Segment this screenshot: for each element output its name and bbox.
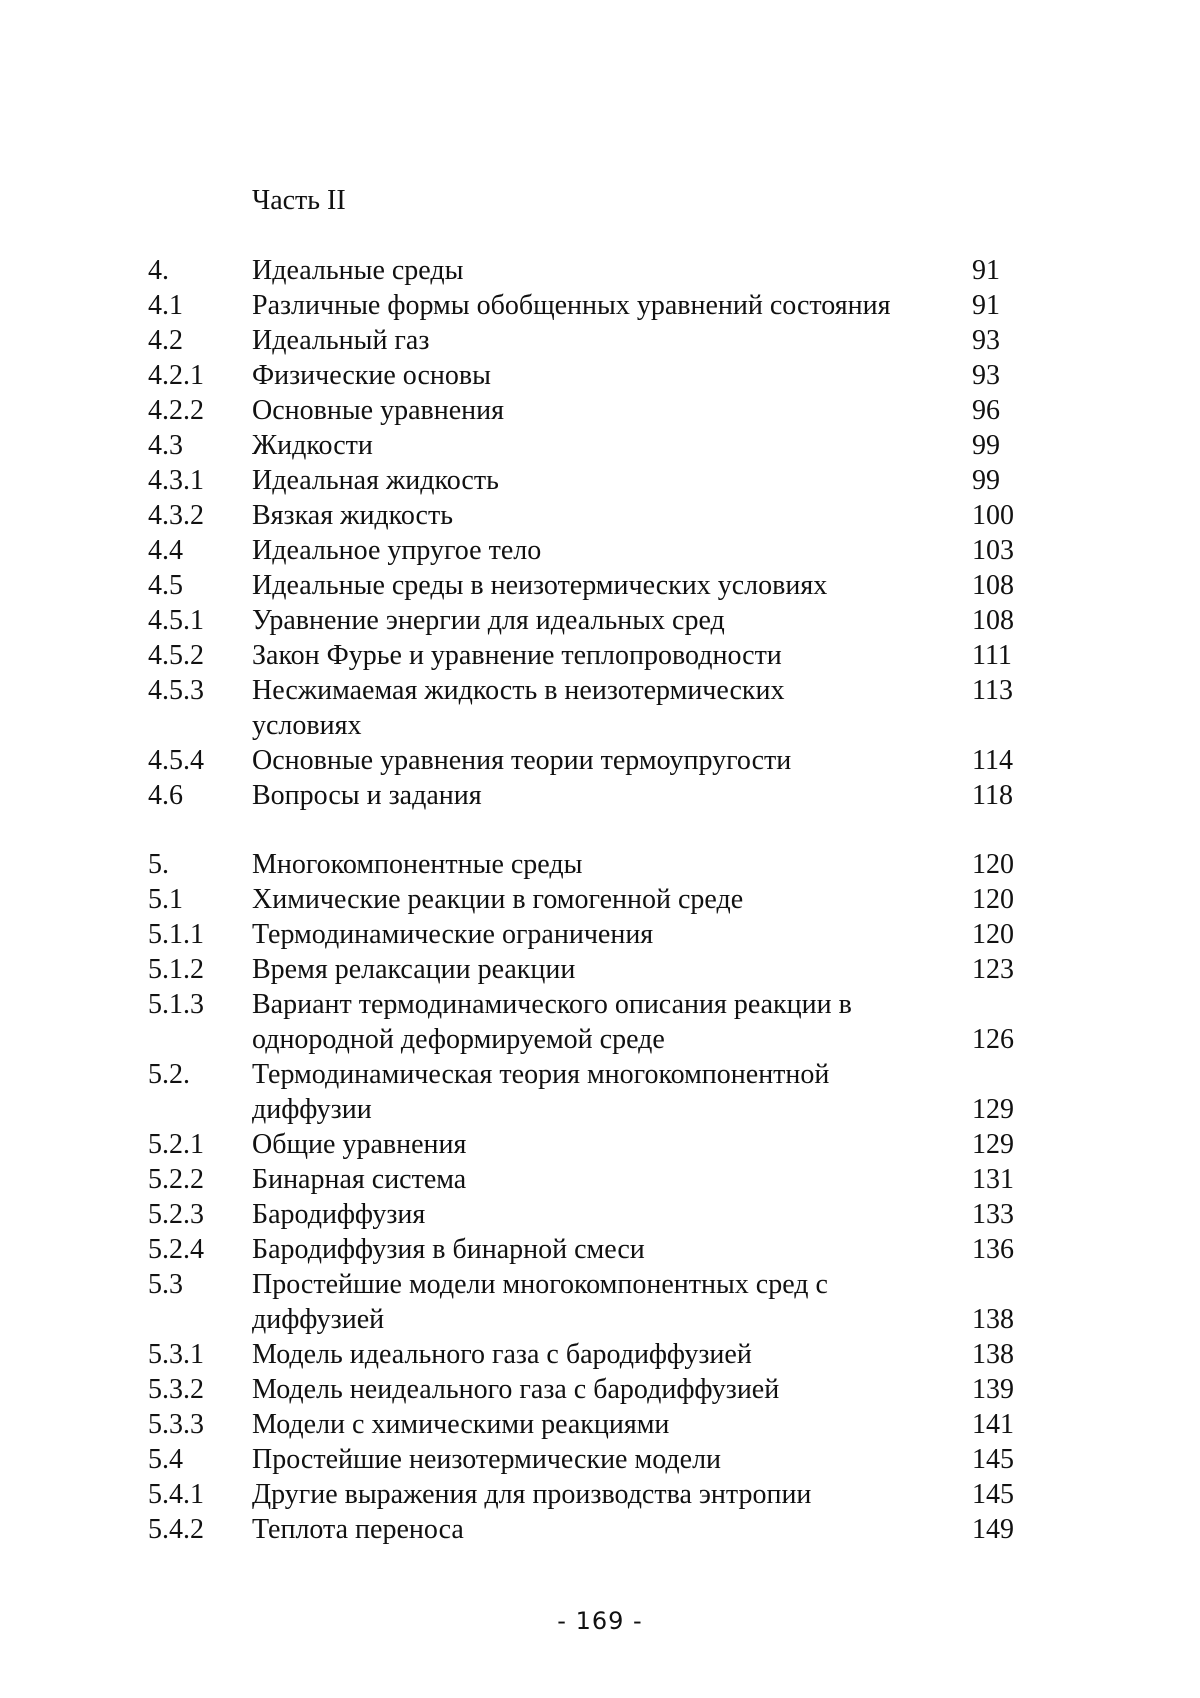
toc-entry-page: 103 xyxy=(972,535,1014,566)
toc-entry-title xyxy=(252,1057,960,1127)
toc-entry-number: 5. xyxy=(148,849,169,880)
toc-entry-page: 91 xyxy=(972,255,1000,286)
toc-entry-title xyxy=(252,1407,960,1442)
toc-entry-page: 138 xyxy=(972,1339,1014,1370)
toc-entry-title xyxy=(252,1162,960,1197)
toc-entry xyxy=(148,743,1028,778)
toc-entry-title xyxy=(252,1127,960,1162)
toc-entry-title-line: Несжимаемая жидкость в неизотермических xyxy=(252,675,785,706)
toc-entry-number: 5.2. xyxy=(148,1059,190,1090)
toc-entry-number: 5.2.3 xyxy=(148,1199,204,1230)
toc-entry-title xyxy=(252,743,960,778)
toc-entry-title-line: однородной деформируемой среде xyxy=(252,1024,665,1055)
toc-entry-page: 129 xyxy=(972,1094,1014,1125)
toc-entry-page: 133 xyxy=(972,1199,1014,1230)
toc-entry-page: 149 xyxy=(972,1514,1014,1545)
toc-entry xyxy=(148,323,1028,358)
toc-entry-title-line: Модели с химическими реакциями xyxy=(252,1409,670,1440)
toc-entry-title xyxy=(252,393,960,428)
toc-entry-number: 5.1.1 xyxy=(148,919,204,950)
toc-entry xyxy=(148,638,1028,673)
toc-entry-title xyxy=(252,358,960,393)
toc-entry-title-line: Модель неидеального газа с бародиффузией xyxy=(252,1374,780,1405)
toc-entry-number: 5.2.2 xyxy=(148,1164,204,1195)
toc-entry-title xyxy=(252,1512,960,1547)
toc-entry-page: 145 xyxy=(972,1444,1014,1475)
toc-entry xyxy=(148,1232,1028,1267)
toc-entry-title-line: Время релаксации реакции xyxy=(252,954,576,985)
toc-entry-title xyxy=(252,533,960,568)
toc-entry xyxy=(148,1512,1028,1547)
toc-entry-title xyxy=(252,1442,960,1477)
toc-entry-number: 4.5.4 xyxy=(148,745,204,776)
toc-entry-title-line: Различные формы обобщенных уравнений состояния xyxy=(252,290,891,321)
toc-entry-page: 136 xyxy=(972,1234,1014,1265)
toc-entry xyxy=(148,1267,1028,1337)
toc-entry-title xyxy=(252,288,960,323)
toc-entry-title-line: Термодинамическая теория многокомпонентной xyxy=(252,1059,830,1090)
toc-entry xyxy=(148,498,1028,533)
toc-entry-title-line: Бародиффузия в бинарной смеси xyxy=(252,1234,645,1265)
toc-entry-title xyxy=(252,882,960,917)
toc-entry-title-line: Идеальная жидкость xyxy=(252,465,499,496)
table-of-contents xyxy=(148,253,1028,1547)
toc-entry-title-line: Идеальное упругое тело xyxy=(252,535,542,566)
toc-entry-number: 5.4 xyxy=(148,1444,183,1475)
toc-entry-page: 120 xyxy=(972,919,1014,950)
toc-entry xyxy=(148,1372,1028,1407)
toc-entry xyxy=(148,358,1028,393)
toc-entry-number: 4.5.1 xyxy=(148,605,204,636)
toc-entry-title-line: Идеальные среды xyxy=(252,255,464,286)
toc-entry xyxy=(148,1162,1028,1197)
toc-entry xyxy=(148,917,1028,952)
toc-entry-page: 99 xyxy=(972,465,1000,496)
toc-entry-page: 108 xyxy=(972,570,1014,601)
toc-entry-title-line: Идеальный газ xyxy=(252,325,430,356)
toc-entry-title xyxy=(252,1197,960,1232)
toc-entry-title xyxy=(252,463,960,498)
toc-entry-title xyxy=(252,778,960,813)
toc-entry-title xyxy=(252,498,960,533)
toc-entry xyxy=(148,952,1028,987)
toc-entry-title-line: Теплота переноса xyxy=(252,1514,464,1545)
toc-entry-title xyxy=(252,847,960,882)
toc-entry xyxy=(148,1197,1028,1232)
toc-entry-number: 4.2.2 xyxy=(148,395,204,426)
toc-entry-title-line: Вопросы и задания xyxy=(252,780,482,811)
toc-entry xyxy=(148,1127,1028,1162)
toc-entry xyxy=(148,393,1028,428)
toc-entry xyxy=(148,1442,1028,1477)
toc-entry-title xyxy=(252,1232,960,1267)
toc-entry xyxy=(148,882,1028,917)
toc-entry-number: 4.6 xyxy=(148,780,183,811)
toc-entry-title xyxy=(252,638,960,673)
toc-entry xyxy=(148,568,1028,603)
toc-entry-number: 4. xyxy=(148,255,169,286)
toc-entry-title-line: Идеальные среды в неизотермических условиях xyxy=(252,570,828,601)
toc-entry xyxy=(148,673,1028,743)
toc-entry-page: 93 xyxy=(972,360,1000,391)
toc-entry-title xyxy=(252,253,960,288)
toc-entry-title-line: Бинарная система xyxy=(252,1164,467,1195)
toc-entry-title-line: Общие уравнения xyxy=(252,1129,467,1160)
toc-entry-title-line: Физические основы xyxy=(252,360,491,391)
toc-entry-number: 4.2 xyxy=(148,325,183,356)
toc-entry-title xyxy=(252,987,960,1057)
toc-entry-number: 5.2.1 xyxy=(148,1129,204,1160)
toc-entry-number: 5.1.3 xyxy=(148,989,204,1020)
toc-entry-page: 129 xyxy=(972,1129,1014,1160)
toc-entry-number: 4.2.1 xyxy=(148,360,204,391)
toc-entry-number: 5.4.1 xyxy=(148,1479,204,1510)
toc-entry-title xyxy=(252,428,960,463)
toc-entry xyxy=(148,428,1028,463)
toc-entry-page: 100 xyxy=(972,500,1014,531)
toc-entry-title-line: Основные уравнения теории термоупругости xyxy=(252,745,792,776)
toc-entry-title-line: Термодинамические ограничения xyxy=(252,919,654,950)
toc-entry-number: 4.5.3 xyxy=(148,675,204,706)
toc-entry xyxy=(148,778,1028,813)
toc-entry xyxy=(148,288,1028,323)
page-number-footer: - 169 - xyxy=(557,1607,643,1635)
toc-entry-number: 4.5.2 xyxy=(148,640,204,671)
toc-entry-page: 120 xyxy=(972,884,1014,915)
toc-entry-title xyxy=(252,1477,960,1512)
toc-entry-number: 5.1.2 xyxy=(148,954,204,985)
toc-entry-title-line: Уравнение энергии для идеальных сред xyxy=(252,605,725,636)
toc-entry xyxy=(148,463,1028,498)
toc-entry-title-line: Закон Фурье и уравнение теплопроводности xyxy=(252,640,782,671)
toc-entry xyxy=(148,1057,1028,1127)
toc-entry-title-line: Бародиффузия xyxy=(252,1199,426,1230)
toc-entry-page: 118 xyxy=(972,780,1013,811)
toc-entry-title xyxy=(252,603,960,638)
toc-entry-page: 93 xyxy=(972,325,1000,356)
toc-entry-title-line: Другие выражения для производства энтропии xyxy=(252,1479,812,1510)
toc-entry-title xyxy=(252,568,960,603)
toc-entry-number: 4.4 xyxy=(148,535,183,566)
toc-entry-title-line: диффузией xyxy=(252,1304,385,1335)
toc-entry-page: 138 xyxy=(972,1304,1014,1335)
toc-entry-page: 99 xyxy=(972,430,1000,461)
toc-entry-page: 120 xyxy=(972,849,1014,880)
toc-entry xyxy=(148,847,1028,882)
part-title: Часть II xyxy=(252,185,346,216)
toc-entry-title-line: Вариант термодинамического описания реакции в xyxy=(252,989,852,1020)
toc-entry-title-line: Жидкости xyxy=(252,430,373,461)
toc-entry-number: 5.4.2 xyxy=(148,1514,204,1545)
toc-entry-number: 5.3 xyxy=(148,1269,183,1300)
toc-entry-title xyxy=(252,917,960,952)
toc-entry xyxy=(148,1337,1028,1372)
toc-entry-title xyxy=(252,1372,960,1407)
toc-entry xyxy=(148,603,1028,638)
toc-entry-number: 4.1 xyxy=(148,290,183,321)
toc-entry xyxy=(148,1407,1028,1442)
toc-entry-title-line: Простейшие модели многокомпонентных сред с xyxy=(252,1269,828,1300)
toc-entry xyxy=(148,987,1028,1057)
toc-entry-title xyxy=(252,323,960,358)
toc-entry-title-line: Многокомпонентные среды xyxy=(252,849,583,880)
toc-entry-number: 5.3.1 xyxy=(148,1339,204,1370)
toc-entry-page: 145 xyxy=(972,1479,1014,1510)
toc-entry-title-line: диффузии xyxy=(252,1094,372,1125)
toc-entry-number: 4.5 xyxy=(148,570,183,601)
toc-entry-title-line: Простейшие неизотермические модели xyxy=(252,1444,722,1475)
toc-entry-number: 4.3.2 xyxy=(148,500,204,531)
toc-entry-page: 96 xyxy=(972,395,1000,426)
toc-entry-page: 114 xyxy=(972,745,1013,776)
toc-entry-title xyxy=(252,673,960,743)
toc-entry-page: 108 xyxy=(972,605,1014,636)
toc-entry-title xyxy=(252,952,960,987)
toc-entry xyxy=(148,533,1028,568)
toc-entry-page: 91 xyxy=(972,290,1000,321)
toc-entry-page: 113 xyxy=(972,675,1013,706)
toc-entry-title xyxy=(252,1267,960,1337)
toc-entry-number: 4.3.1 xyxy=(148,465,204,496)
toc-entry-page: 126 xyxy=(972,1024,1014,1055)
toc-entry-title xyxy=(252,1337,960,1372)
toc-entry-number: 5.2.4 xyxy=(148,1234,204,1265)
toc-entry-title-line: Модель идеального газа с бародиффузией xyxy=(252,1339,752,1370)
toc-entry-number: 5.3.2 xyxy=(148,1374,204,1405)
toc-entry-page: 139 xyxy=(972,1374,1014,1405)
toc-entry xyxy=(148,253,1028,288)
toc-entry-title-line: условиях xyxy=(252,710,362,741)
toc-entry xyxy=(148,1477,1028,1512)
toc-entry-number: 5.1 xyxy=(148,884,183,915)
toc-entry-number: 4.3 xyxy=(148,430,183,461)
toc-entry-page: 131 xyxy=(972,1164,1014,1195)
toc-entry-title-line: Вязкая жидкость xyxy=(252,500,453,531)
toc-entry-title-line: Основные уравнения xyxy=(252,395,504,426)
toc-entry-number: 5.3.3 xyxy=(148,1409,204,1440)
toc-entry-page: 141 xyxy=(972,1409,1014,1440)
toc-entry-title-line: Химические реакции в гомогенной среде xyxy=(252,884,744,915)
toc-entry-page: 123 xyxy=(972,954,1014,985)
toc-entry-page: 111 xyxy=(972,640,1012,671)
